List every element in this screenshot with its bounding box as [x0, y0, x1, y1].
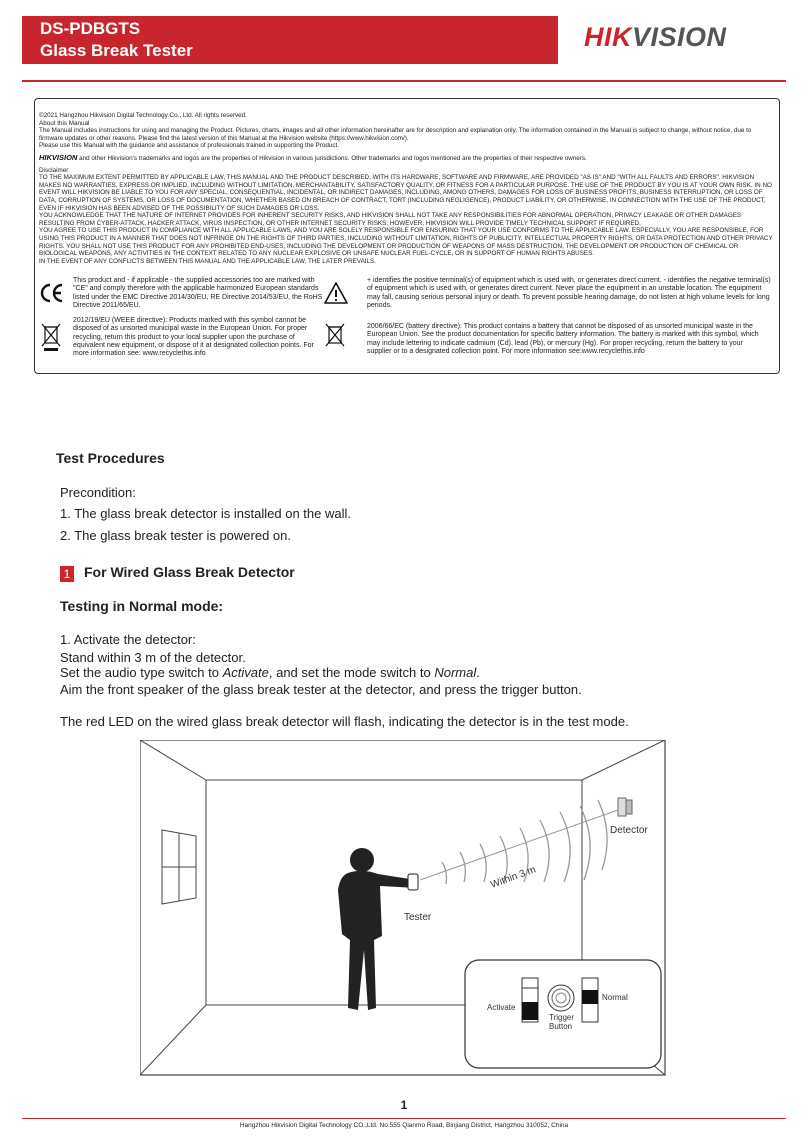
- disclaimer-4: IN THE EVENT OF ANY CONFLICTS BETWEEN THIS MANUAL AND THE APPLICABLE LAW, THE LATER PREVAILS.: [39, 257, 376, 265]
- precondition-1: 1. The glass break detector is installed on the wall.: [60, 506, 351, 521]
- mode-title: Testing in Normal mode:: [60, 598, 224, 614]
- disclaimer-title: Disclaimer: [39, 166, 69, 174]
- disclaimer-2: YOU ACKNOWLEDGE THAT THE NATURE OF INTERNET PROVIDES FOR INHERENT SECURITY RISKS, AND HIKVISION SHALL NOT TAKE ANY RESPONSIBILITIES FOR ABNORMAL OPERATION, PRIVACY LEAKAGE OR OTHER DAMAGES RESULTING FROM CYBER-ATTACK, HACKER ATTACK, VIRUS INSPECTION, OR OTHER INTERNET SECURITY RISKS; HOWEVER, HIKVISION WILL PROVIDE TIMELY TECHNICAL SUPPORT IF REQUIRED.: [39, 212, 742, 227]
- trigger-label: Trigger: [549, 1013, 575, 1022]
- copyright: ©2021 Hangzhou Hikvision Digital Technology Co., Ltd. All rights reserved.: [39, 112, 247, 119]
- trademark-text: and other Hikvision's trademarks and logos are the properties of Hikvision in various jurisdictions. Other trademarks and logos mentioned are the properties of their respective owners.: [79, 154, 587, 162]
- footer-address: Hangzhou Hikvision Digital Technology CO.,Ltd. No.555 Qianmo Road, Binjiang District, Hangzhou 310052, China: [239, 1122, 569, 1129]
- warning-text: + identifies the positive terminal(s) of equipment which is used with, or generates direct current. - identifies the negative terminal(s) of equipment which is used with, or generates direct current. Never place the equipment in an unstable location. The equipment may fall, causing serious personal injury or death. To prevent possible hearing damage, do not listen at high volume levels for long periods.: [367, 277, 771, 309]
- detector-device: [618, 798, 632, 816]
- activate-label: Activate: [487, 1003, 516, 1012]
- model-name: DS-PDBGTS: [40, 19, 141, 38]
- distance-label: Within 3 m: [489, 864, 538, 891]
- step-3: Set the audio type switch to Activate, and set the mode switch to Normal.: [60, 665, 480, 680]
- control-panel-inset: [465, 960, 661, 1068]
- tester-label: Tester: [404, 912, 432, 923]
- button-label: Button: [549, 1022, 573, 1031]
- step-badge: 1: [60, 566, 74, 582]
- footer-divider: [22, 1118, 786, 1119]
- ce-mark-icon: [39, 283, 65, 303]
- disclaimer-1: TO THE MAXIMUM EXTENT PERMITTED BY APPLICABLE LAW, THIS MANUAL AND THE PRODUCT DESCRIBED, WITH ITS HARDWARE, SOFTWARE AND FIRMWARE, ARE PROVIDED "AS IS" AND "WITH ALL FAULTS AND ERRORS". HIKVISION MAKES NO WARRANTIES, EXPRESS OR IMPLIED, INCLUDING WITHOUT LIMITATION, MERCHANTABILITY, SATISFACTORY QUALITY, OR FITNESS FOR A PARTICULAR PURPOSE. THE USE OF THE PRODUCT BY YOU IS AT YOUR OWN RISK. IN NO EVENT WILL HIKVISION BE LIABLE TO YOU FOR ANY SPECIAL, CONSEQUENTIAL, INCIDENTAL, OR INDIRECT DAMAGES, INCLUDING, AMONG OTHERS, DAMAGES FOR LOSS OF BUSINESS PROFITS, BUSINESS INTERRUPTION, OR LOSS OF DATA, CORRUPTION OF SYSTEMS, OR LOSS OF DOCUMENTATION, WHETHER BASED ON BREACH OF CONTRACT, TORT (INCLUDING NEGLIGENCE), PRODUCT LIABILITY, OR OTHERWISE, IN CONNECTION WITH THE USE OF THE PRODUCT, EVEN IF HIKVISION HAS BEEN ADVISED OF THE POSSIBILITY OF SUCH DAMAGES OR LOSS.: [39, 174, 772, 212]
- room-illustration: [140, 740, 670, 1080]
- tester-device: [408, 874, 418, 890]
- person-silhouette: [338, 848, 416, 1010]
- battery-bin-icon: [325, 322, 345, 352]
- section-title: Test Procedures: [56, 450, 165, 466]
- weee-bin-icon: [41, 322, 61, 352]
- ce-text: This product and - if applicable - the supplied accessories too are marked with "CE" and comply therefore with the applicable harmonized European standards listed under the EMC Directive 2014/30/EU, RE Directive 2014/53/EU, the RoHS Directive 2011/65/EU.: [73, 277, 323, 309]
- legal-notice-box: [34, 98, 780, 374]
- about-text: The Manual includes instructions for using and managing the Product. Pictures, charts, images and all other information hereinafter are for description and explanation only. The information contained in the Manual is subject to change, without notice, due to firmware updates or other reasons. Please find the latest version of this Manual at the Hikvision website (https://www.hikvision.com/).: [39, 127, 752, 142]
- detector-label: Detector: [610, 825, 648, 836]
- about-title: About this Manual: [39, 119, 90, 127]
- disclaimer-3: YOU AGREE TO USE THIS PRODUCT IN COMPLIANCE WITH ALL APPLICABLE LAWS, AND YOU ARE SOLELY RESPONSIBLE FOR ENSURING THAT YOUR USE CONFORMS TO THE APPLICABLE LAW. ESPECIALLY, YOU ARE RESPONSIBLE, FOR USING THIS PRODUCT IN A MANNER THAT DOES NOT INFRINGE ON THE RIGHTS OF THIRD PARTIES, INCLUDING WITHOUT LIMITATION, RIGHTS OF PUBLICITY, INTELLECTUAL PROPERTY RIGHTS, OR DATA PROTECTION AND OTHER PRIVACY RIGHTS. YOU SHALL NOT USE THIS PRODUCT FOR ANY PROHIBITED END-USES, INCLUDING THE DEVELOPMENT OR PRODUCTION OF WEAPONS OF MASS DESTRUCTION, THE DEVELOPMENT OR PRODUCTION OF CHEMICAL OR BIOLOGICAL WEAPONS, ANY ACTIVITIES IN THE CONTEXT RELATED TO ANY NUCLEAR EXPLOSIVE OR UNSAFE NUCLEAR FUEL-CYCLE, OR IN SUPPORT OF HUMAN RIGHTS ABUSES.: [39, 227, 773, 258]
- guidance-text: Please use this Manual with the guidance and assistance of professionals trained in supporting the Product.: [39, 142, 339, 150]
- step-2: Stand within 3 m of the detector.: [60, 650, 246, 665]
- precondition-2: 2. The glass break tester is powered on.: [60, 528, 291, 543]
- precondition-label: Precondition:: [60, 485, 136, 500]
- warning-icon: [323, 281, 349, 305]
- trademark-logo: HIKVISION: [39, 152, 78, 162]
- weee-text: 2012/19/EU (WEEE directive): Products marked with this symbol cannot be disposed of as unsorted municipal waste in the European Union. For proper recycling, return this product to your local supplier upon the purchase of equivalent new equipment, or dispose of it at designated collection points. For more information see: www.recyclethis.info: [73, 317, 314, 358]
- wired-subtitle: For Wired Glass Break Detector: [84, 564, 295, 580]
- page-number: 1: [400, 1098, 408, 1112]
- header-title: [40, 18, 193, 62]
- normal-label: Normal: [602, 993, 628, 1002]
- hikvision-logo: HIKVISION: [584, 22, 727, 52]
- step-1: 1. Activate the detector:: [60, 632, 196, 647]
- battery-text: 2006/66/EC (battery directive): This product contains a battery that cannot be disposed of as unsorted municipal waste in the European Union. See the product documentation for specific battery information. The battery is marked with this symbol, which may include lettering to indicate cadmium (Cd), lead (Pb), or mercury (Hg). For proper recycling, return the battery to your supplier or to a designated collection point. For more information see:www.recyclethis.info: [367, 323, 759, 355]
- product-name: Glass Break Tester: [40, 41, 193, 60]
- result-text: The red LED on the wired glass break detector will flash, indicating the detector is in the test mode.: [60, 714, 629, 729]
- header-divider: [22, 80, 786, 82]
- step-4: Aim the front speaker of the glass break tester at the detector, and press the trigger button.: [60, 682, 582, 697]
- window: [162, 830, 196, 904]
